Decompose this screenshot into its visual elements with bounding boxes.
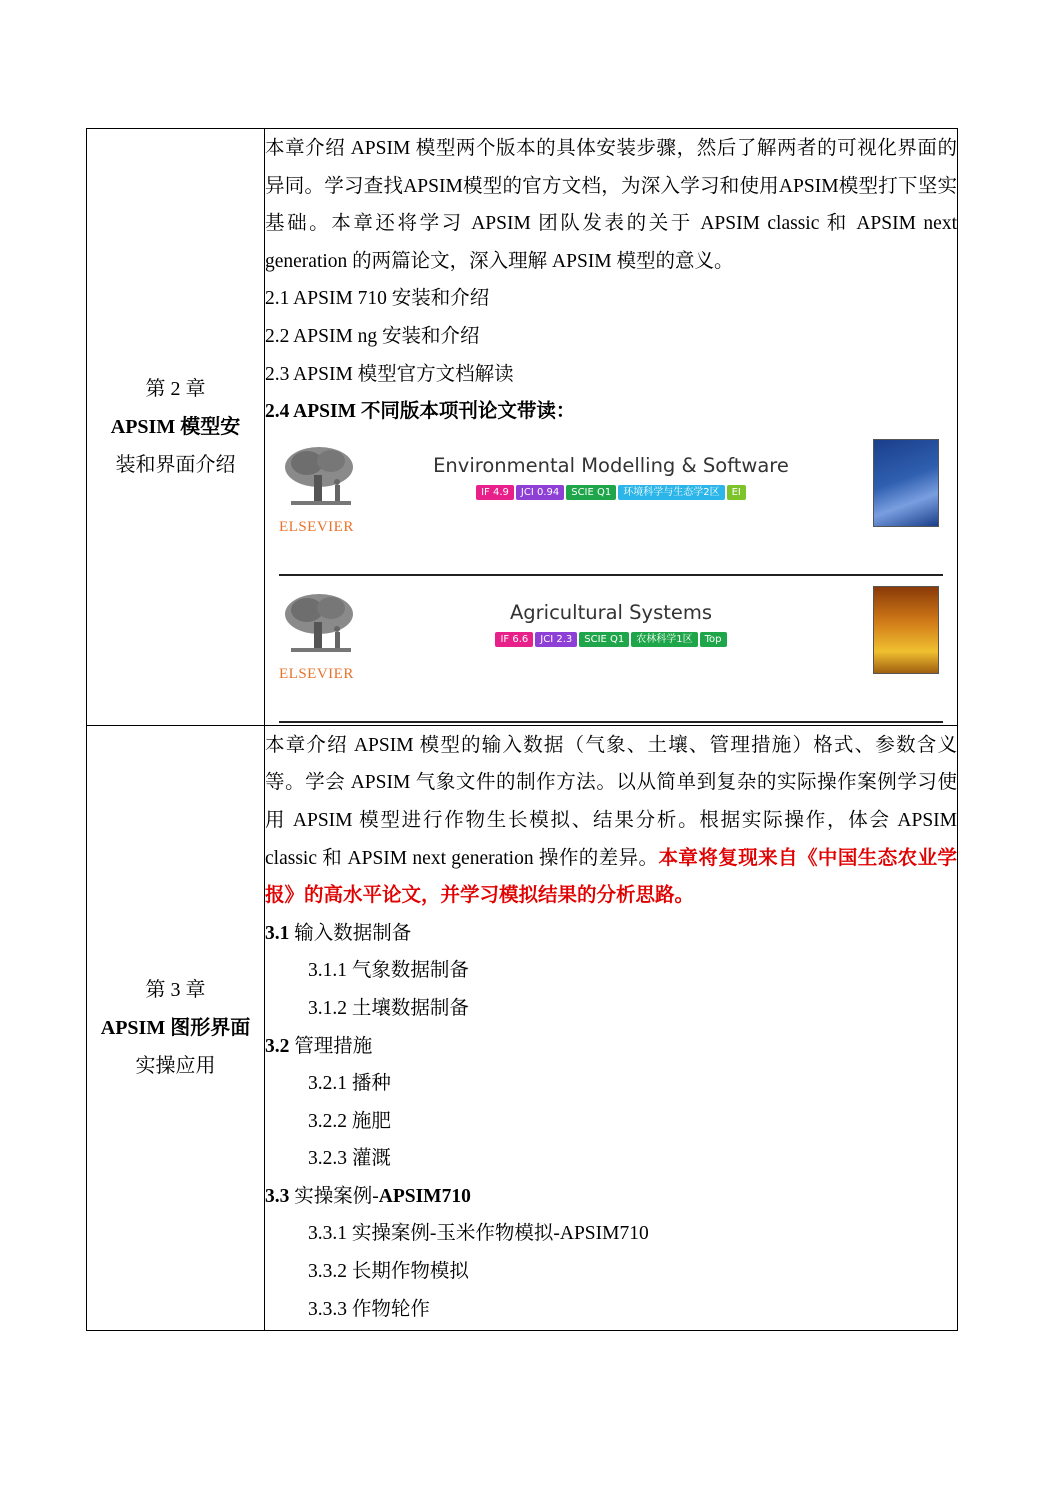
journal-cover-image bbox=[873, 586, 939, 674]
journal-badges bbox=[385, 483, 837, 500]
divider bbox=[279, 574, 943, 576]
publisher-name: ELSEVIER bbox=[279, 518, 354, 535]
elsevier-logo bbox=[279, 445, 361, 547]
journal-banner-ems bbox=[265, 431, 957, 578]
chapter2-number: 第 2 章 bbox=[145, 377, 206, 400]
journal-banner-agsy bbox=[265, 578, 957, 725]
section-3-1-2: 3.1.2 土壤数据制备 bbox=[308, 997, 469, 1019]
chapter3-row bbox=[87, 725, 958, 1331]
badge-ei: EI bbox=[727, 485, 746, 500]
chapter3-intro-text: 本章介绍 APSIM 模型的输入数据（气象、土壤、管理措施）格式、参数含义等。学会 APSIM 气象文件的制作方法。以从简单到复杂的实际操作案例学习使用 APSIM 模型进行作物生长模拟、结果分析。根据实际操作，体会 APSIM classic 和 APSIM next generation 操作的差异。 bbox=[265, 734, 957, 869]
chapter3-label-cell bbox=[87, 725, 265, 1331]
elsevier-tree-icon bbox=[279, 592, 361, 656]
journal-cover-image bbox=[873, 439, 939, 527]
section-3-1-1: 3.1.1 气象数据制备 bbox=[308, 960, 469, 982]
chapter2-title-line1: APSIM 模型安 bbox=[110, 415, 241, 438]
section-2-3: 2.3 APSIM 模型官方文档解读 bbox=[265, 363, 514, 385]
chapter2-row bbox=[87, 129, 958, 726]
section-number: 3.3 bbox=[265, 1185, 290, 1207]
badge-cas-zone: 环境科学与生态学2区 bbox=[618, 485, 724, 500]
chapter2-title-line2: 装和界面介绍 bbox=[115, 453, 236, 476]
chapter2-label-cell bbox=[87, 129, 265, 726]
chapter3-title-line1: APSIM 图形界面 bbox=[100, 1017, 251, 1039]
section-2-4: 2.4 APSIM 不同版本项刊论文带读： bbox=[265, 401, 576, 423]
section-3-2-1: 3.2.1 播种 bbox=[308, 1073, 391, 1095]
section-number: 3.1 bbox=[265, 922, 290, 944]
journal-title: Environmental Modelling & Software bbox=[433, 453, 789, 477]
section-2-1: 2.1 APSIM 710 安装和介绍 bbox=[265, 288, 490, 310]
journal-title: Agricultural Systems bbox=[509, 600, 713, 624]
chapter3-number: 第 3 章 bbox=[145, 979, 206, 1001]
section-3-2-3: 3.2.3 灌溉 bbox=[308, 1148, 391, 1170]
section-3-2-2: 3.2.2 施肥 bbox=[308, 1110, 391, 1132]
chapter3-content-cell bbox=[265, 725, 958, 1331]
section-3-3-2: 3.3.2 长期作物模拟 bbox=[308, 1261, 469, 1283]
section-3-2 bbox=[265, 1028, 957, 1066]
section-title: 实操案例- bbox=[294, 1185, 379, 1207]
publisher-name: ELSEVIER bbox=[279, 665, 354, 682]
syllabus-table bbox=[86, 128, 958, 1331]
chapter3-title-line2: 实操应用 bbox=[135, 1055, 216, 1077]
section-2-2: 2.2 APSIM ng 安装和介绍 bbox=[265, 325, 480, 347]
divider bbox=[279, 721, 943, 723]
badge-if: IF 6.6 bbox=[495, 632, 533, 647]
section-3-3-3: 3.3.3 作物轮作 bbox=[308, 1298, 430, 1320]
section-number: 3.2 bbox=[265, 1035, 290, 1057]
journal-badges bbox=[385, 630, 837, 647]
elsevier-tree-icon bbox=[279, 445, 361, 509]
badge-scie: SCIE Q1 bbox=[579, 632, 629, 647]
chapter2-intro: 本章介绍 APSIM 模型两个版本的具体安装步骤，然后了解两者的可视化界面的异同。学习查找APSIM模型的官方文档，为深入学习和使用APSIM模型打下坚实基础。本章还将学习 APSIM 团队发表的关于 APSIM classic 和 APSIM next generation 的两篇论文，深入理解 APSIM 模型的意义。 bbox=[265, 138, 957, 272]
chapter3-intro bbox=[265, 727, 957, 915]
section-title-bold: APSIM710 bbox=[378, 1185, 471, 1207]
chapter2-content-cell bbox=[265, 129, 958, 726]
badge-cas-zone: 农林科学1区 bbox=[631, 632, 697, 647]
section-3-3-1: 3.3.1 实操案例-玉米作物模拟-APSIM710 bbox=[308, 1223, 649, 1245]
chapter3-intro-highlight: 本章将复现来自《中国生态农业学报》的高水平论文，并学习模拟结果的分析思路。 bbox=[265, 847, 957, 907]
badge-scie: SCIE Q1 bbox=[566, 485, 616, 500]
section-3-1 bbox=[265, 915, 957, 953]
section-title: 管理措施 bbox=[294, 1035, 373, 1057]
badge-jci: JCI 2.3 bbox=[535, 632, 577, 647]
badge-jci: JCI 0.94 bbox=[516, 485, 564, 500]
badge-top: Top bbox=[700, 632, 727, 647]
elsevier-logo bbox=[279, 592, 361, 694]
section-3-3 bbox=[265, 1178, 957, 1216]
badge-if: IF 4.9 bbox=[476, 485, 514, 500]
section-title: 输入数据制备 bbox=[294, 922, 412, 944]
